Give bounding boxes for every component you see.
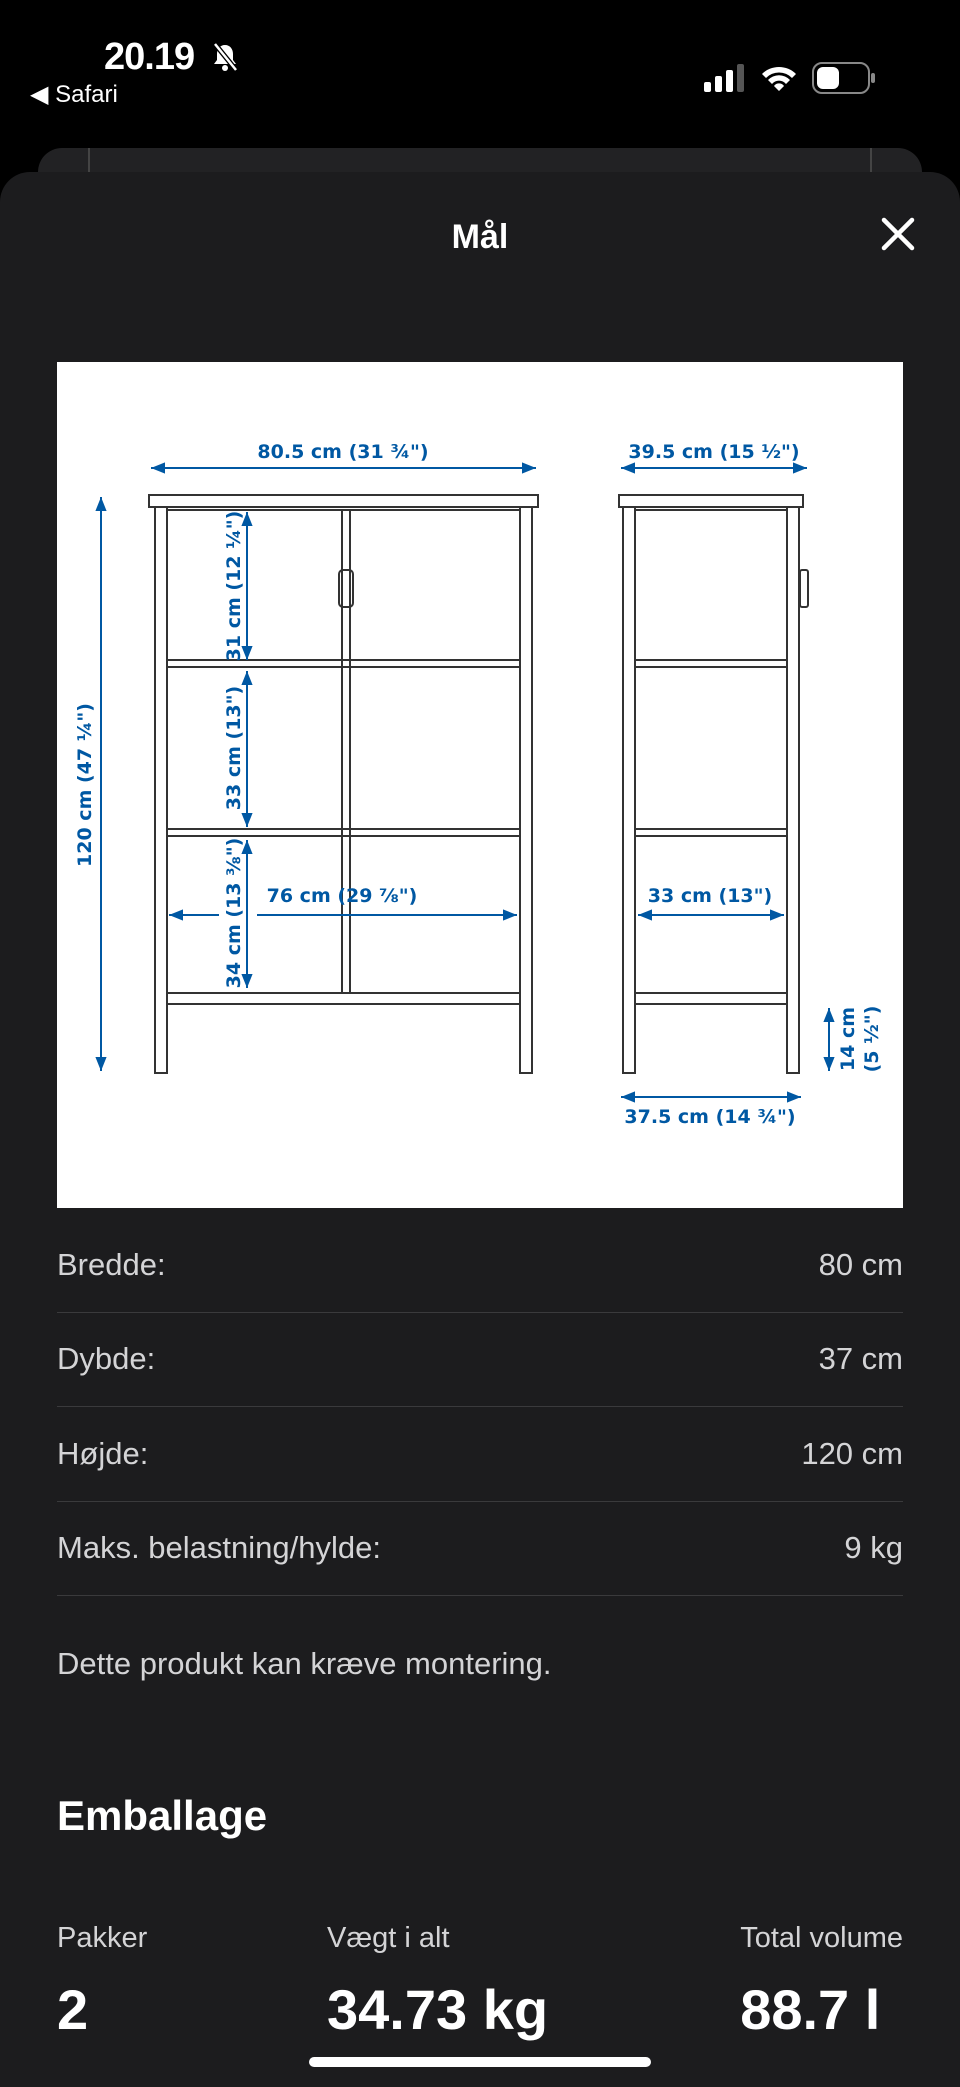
leg-height-label: 14 cm <box>837 1006 859 1072</box>
leg-height-inch-label: (5 ½") <box>861 1005 883 1073</box>
dimension-lines <box>101 468 829 1097</box>
spec-value: 120 cm <box>801 1436 903 1471</box>
shelf3-height-label: 34 cm (13 ⅜") <box>223 837 245 989</box>
close-button[interactable] <box>876 212 920 256</box>
weight-stat <box>327 1922 548 2042</box>
assembly-note: Dette produkt kan kræve montering. <box>57 1646 552 1681</box>
spec-value: 9 kg <box>844 1530 903 1565</box>
stat-label: Vægt i alt <box>327 1922 450 1954</box>
inner-width-label: 76 cm (29 ⅞") <box>266 885 418 907</box>
volume-stat <box>740 1922 903 2042</box>
dimensions-diagram <box>57 362 903 1208</box>
total-width-label: 80.5 cm (31 ¾") <box>257 441 429 463</box>
total-height-label: 120 cm (47 ¼") <box>74 703 96 867</box>
stat-value: 88.7 l <box>740 1978 881 2041</box>
battery-icon <box>812 62 876 94</box>
shelf2-height-label: 33 cm (13") <box>223 685 245 811</box>
stat-label: Pakker <box>57 1922 148 1954</box>
spec-label: Højde: <box>57 1436 149 1471</box>
front-cabinet-drawing <box>149 495 538 1073</box>
spec-value: 80 cm <box>818 1247 903 1282</box>
stat-value: 2 <box>57 1978 89 2041</box>
depth-label: 37.5 cm (14 ¾") <box>624 1106 796 1128</box>
dimensions-sheet <box>0 172 960 2087</box>
spec-row-max-load <box>57 1501 903 1596</box>
spec-value: 37 cm <box>818 1341 903 1376</box>
status-icons <box>704 62 876 94</box>
inner-depth-label: 33 cm (13") <box>647 885 773 907</box>
wifi-icon <box>760 64 798 92</box>
silent-bell-icon <box>212 42 238 79</box>
home-indicator[interactable] <box>309 2057 651 2067</box>
shelf1-height-label: 31 cm (12 ¼") <box>223 510 245 662</box>
packages-stat <box>57 1922 147 2042</box>
spec-row-depth <box>57 1312 903 1407</box>
sheet-title: Mål <box>451 218 509 256</box>
spec-row-height <box>57 1407 903 1502</box>
side-cabinet-drawing <box>619 495 808 1073</box>
close-icon <box>876 212 920 256</box>
stat-value: 34.73 kg <box>327 1978 549 2041</box>
stat-label: Total volume <box>740 1922 903 1954</box>
back-app-label: Safari <box>55 81 118 108</box>
side-width-label: 39.5 cm (15 ½") <box>628 441 800 463</box>
status-time: 20.19 <box>104 36 195 78</box>
spec-label: Dybde: <box>57 1341 156 1376</box>
back-to-safari[interactable]: ◀ Safari <box>30 81 118 108</box>
signal-icon <box>704 64 746 92</box>
spec-label: Maks. belastning/hylde: <box>57 1530 381 1565</box>
packaging-heading: Emballage <box>57 1792 268 1839</box>
spec-label: Bredde: <box>57 1247 166 1282</box>
spec-row-width <box>57 1218 903 1313</box>
